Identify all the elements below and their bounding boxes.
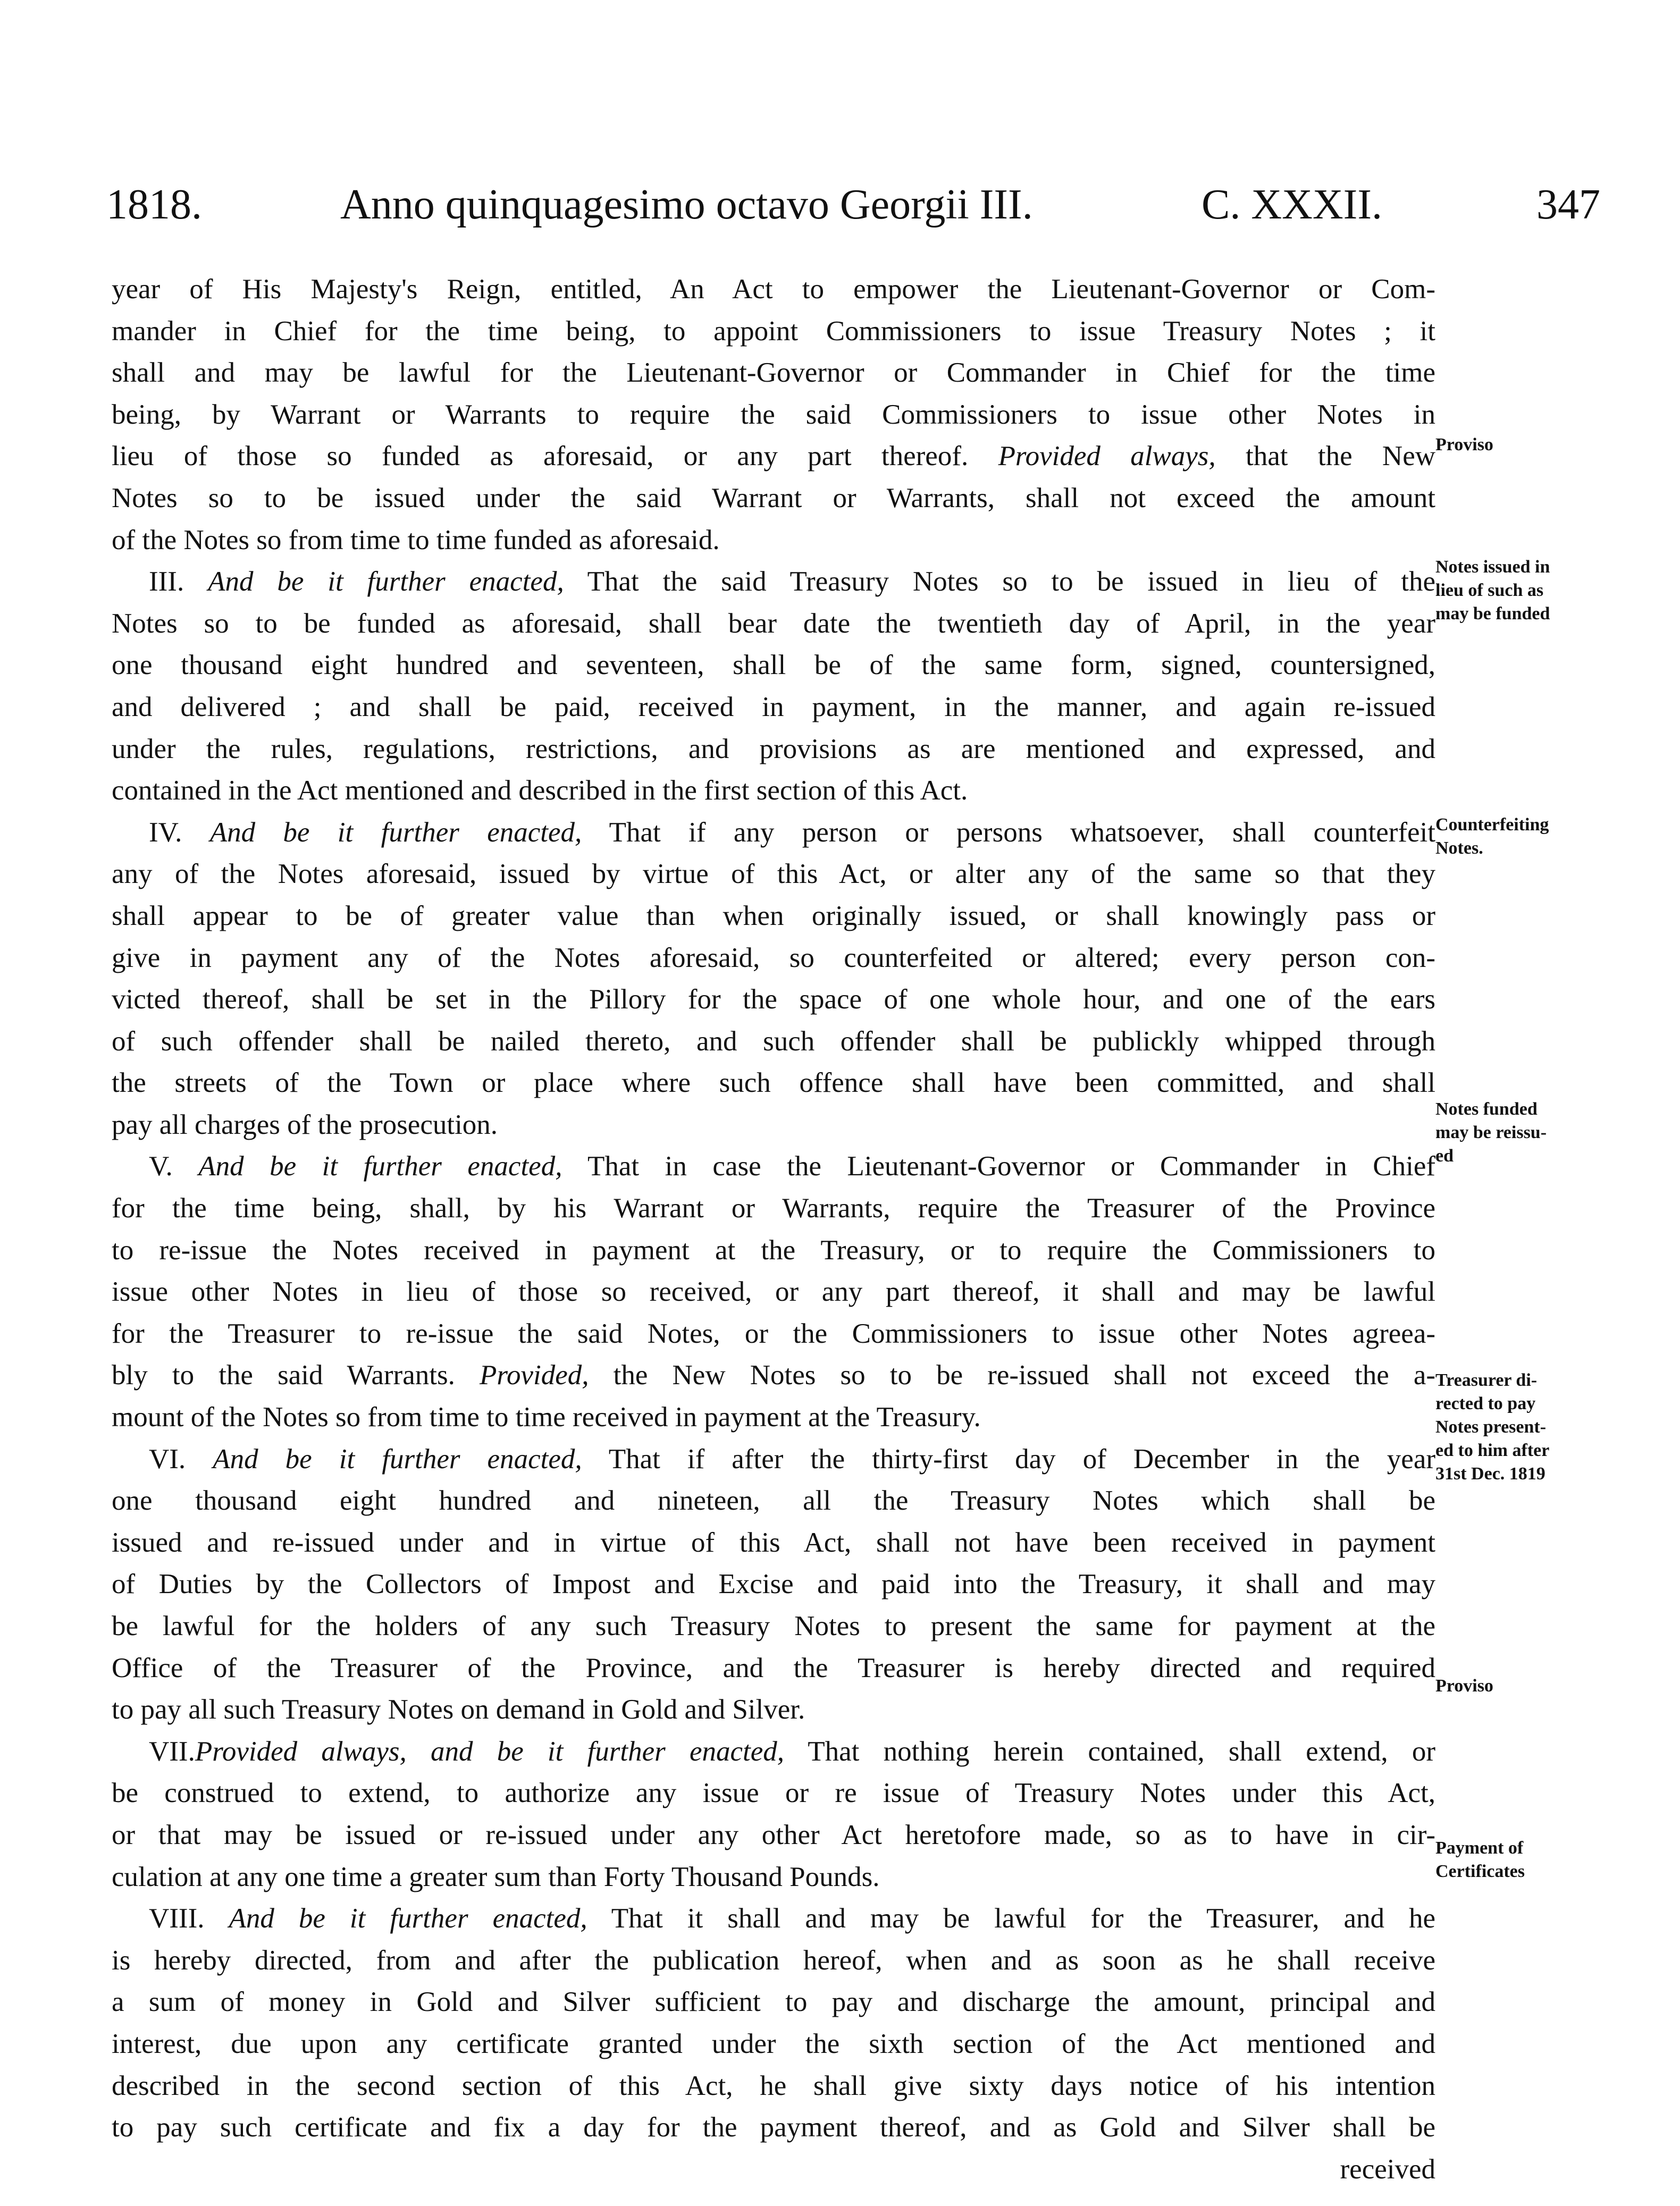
text-line: be construed to extend, to authorize any issue or re issue of Treasury Notes under this Act, <box>112 1778 1435 1809</box>
margin-note-treasurer-directed: Treasurer di- rected to pay Notes present- ed to him after 31st Dec. 1819 <box>1435 1370 1550 1484</box>
text-line: victed thereof, shall be set in the Pillory for the space of one whole hour, and one of the ears <box>112 984 1435 1015</box>
margin-note-counterfeiting: Counterfeiting Notes. <box>1435 815 1549 858</box>
text-line: shall and may be lawful for the Lieutenant-Governor or Commander in Chief for the time <box>112 357 1435 389</box>
text-line: be lawful for the holders of any such Treasury Notes to present the same for payment at the <box>112 1611 1435 1641</box>
text-line: under the rules, regulations, restrictions, and provisions as are mentioned and expressed, and <box>112 733 1435 764</box>
text-line: lieu of those so funded as aforesaid, or any part thereof. Provided always, that the New <box>112 441 1435 472</box>
text-line: issued and re-issued under and in virtue of this Act, shall not have been received in payment <box>112 1527 1435 1558</box>
margin-note-notes-funded: Notes funded may be reissu- ed <box>1435 1099 1547 1166</box>
section-start: VI. And be it further enacted, That if after the thirty-first day of December in the year <box>149 1443 1435 1475</box>
text-line: give in payment any of the Notes aforesaid, so counterfeited or altered; every person con- <box>112 942 1435 973</box>
section-start: V. And be it further enacted, That in case the Lieutenant-Governor or Commander in Chief <box>149 1151 1435 1182</box>
margin-note-payment-certificates: Payment of Certificates <box>1435 1838 1525 1881</box>
text-line: to pay all such Treasury Notes on demand in Gold and Silver. <box>112 1694 805 1725</box>
text-line: culation at any one time a greater sum than Forty Thousand Pounds. <box>112 1861 880 1892</box>
text-line: of Duties by the Collectors of Impost and Excise and paid into the Treasury, it shall and may <box>112 1569 1435 1600</box>
section-start: IV. And be it further enacted, That if any person or persons whatsoever, shall counterfeit <box>149 816 1435 848</box>
margin-note-proviso: Proviso <box>1435 435 1493 454</box>
text-line: one thousand eight hundred and nineteen, all the Treasury Notes which shall be <box>112 1485 1435 1517</box>
section-start: VIII. And be it further enacted, That it shall and may be lawful for the Treasurer, and he <box>149 1903 1435 1934</box>
text-line: to re-issue the Notes received in payment at the Treasury, or to require the Commissioners to <box>112 1234 1435 1266</box>
text-line: contained in the Act mentioned and described in the first section of this Act. <box>112 775 968 806</box>
text-line: shall appear to be of greater value than when originally issued, or shall knowingly pass or <box>112 900 1435 931</box>
header-year: 1818. <box>106 181 202 228</box>
margin-note-proviso-second: Proviso <box>1435 1676 1493 1696</box>
section-start: III. And be it further enacted, That the said Treasury Notes so to be issued in lieu of the <box>149 566 1435 597</box>
text-line: the streets of the Town or place where such offence shall have been committed, and shall <box>112 1067 1435 1099</box>
text-line: being, by Warrant or Warrants to require the said Commissioners to issue other Notes in <box>112 399 1435 430</box>
text-line: bly to the said Warrants. Provided, the New Notes so to be re-issued shall not exceed the a- <box>112 1360 1435 1391</box>
header-title: Anno quinquagesimo octavo Georgii III. <box>340 181 1033 228</box>
text-line: of such offender shall be nailed thereto, and such offender shall be publickly whipped through <box>112 1025 1435 1057</box>
text-line: mount of the Notes so from time to time received in payment at the Treasury. <box>112 1402 981 1433</box>
text-line: Notes so to be funded as aforesaid, shall bear date the twentieth day of April, in the year <box>112 608 1435 639</box>
text-line: pay all charges of the prosecution. <box>112 1109 498 1140</box>
text-line: one thousand eight hundred and seventeen, shall be of the same form, signed, countersigned, <box>112 650 1435 681</box>
text-line: for the Treasurer to re-issue the said Notes, or the Commissioners to issue other Notes agreea- <box>112 1318 1435 1349</box>
running-header <box>106 175 1622 245</box>
text-line: mander in Chief for the time being, to appoint Commissioners to issue Treasury Notes ; it <box>112 315 1435 347</box>
text-line: year of His Majesty's Reign, entitled, An Act to empower the Lieutenant-Governor or Com- <box>112 274 1435 305</box>
text-line: described in the second section of this Act, he shall give sixty days notice of his intention <box>112 2070 1435 2101</box>
text-line: a sum of money in Gold and Silver sufficient to pay and discharge the amount, principal and <box>112 1986 1435 2018</box>
text-line: and delivered ; and shall be paid, received in payment, in the manner, and again re-issued <box>112 691 1435 722</box>
text-line: for the time being, shall, by his Warrant or Warrants, require the Treasurer of the Province <box>112 1193 1435 1224</box>
text-line: or that may be issued or re-issued under any other Act heretofore made, so as to have in cir- <box>112 1819 1435 1850</box>
text-line: issue other Notes in lieu of those so received, or any part thereof, it shall and may be lawful <box>112 1276 1435 1308</box>
text-line: Office of the Treasurer of the Province, and the Treasurer is hereby directed and required <box>112 1652 1435 1683</box>
page-number: 347 <box>1536 181 1600 228</box>
margin-note-notes-issued: Notes issued in lieu of such as may be funded <box>1435 557 1550 624</box>
text-line: of the Notes so from time to time funded as aforesaid. <box>112 524 720 555</box>
header-chapter: C. XXXII. <box>1202 181 1382 228</box>
catchword: received <box>1340 2153 1435 2185</box>
text-line: to pay such certificate and fix a day for the payment thereof, and as Gold and Silver shall be <box>112 2112 1435 2143</box>
text-line: is hereby directed, from and after the publication hereof, when and as soon as he shall receive <box>112 1944 1435 1976</box>
text-line: any of the Notes aforesaid, issued by virtue of this Act, or alter any of the same so that they <box>112 858 1435 890</box>
text-line: Notes so to be issued under the said Warrant or Warrants, shall not exceed the amount <box>112 482 1435 513</box>
section-start: VII.Provided always, and be it further enacted, That nothing herein contained, shall extend, or <box>149 1736 1435 1767</box>
text-line: interest, due upon any certificate granted under the sixth section of the Act mentioned and <box>112 2028 1435 2059</box>
statute-text <box>112 268 1435 2190</box>
